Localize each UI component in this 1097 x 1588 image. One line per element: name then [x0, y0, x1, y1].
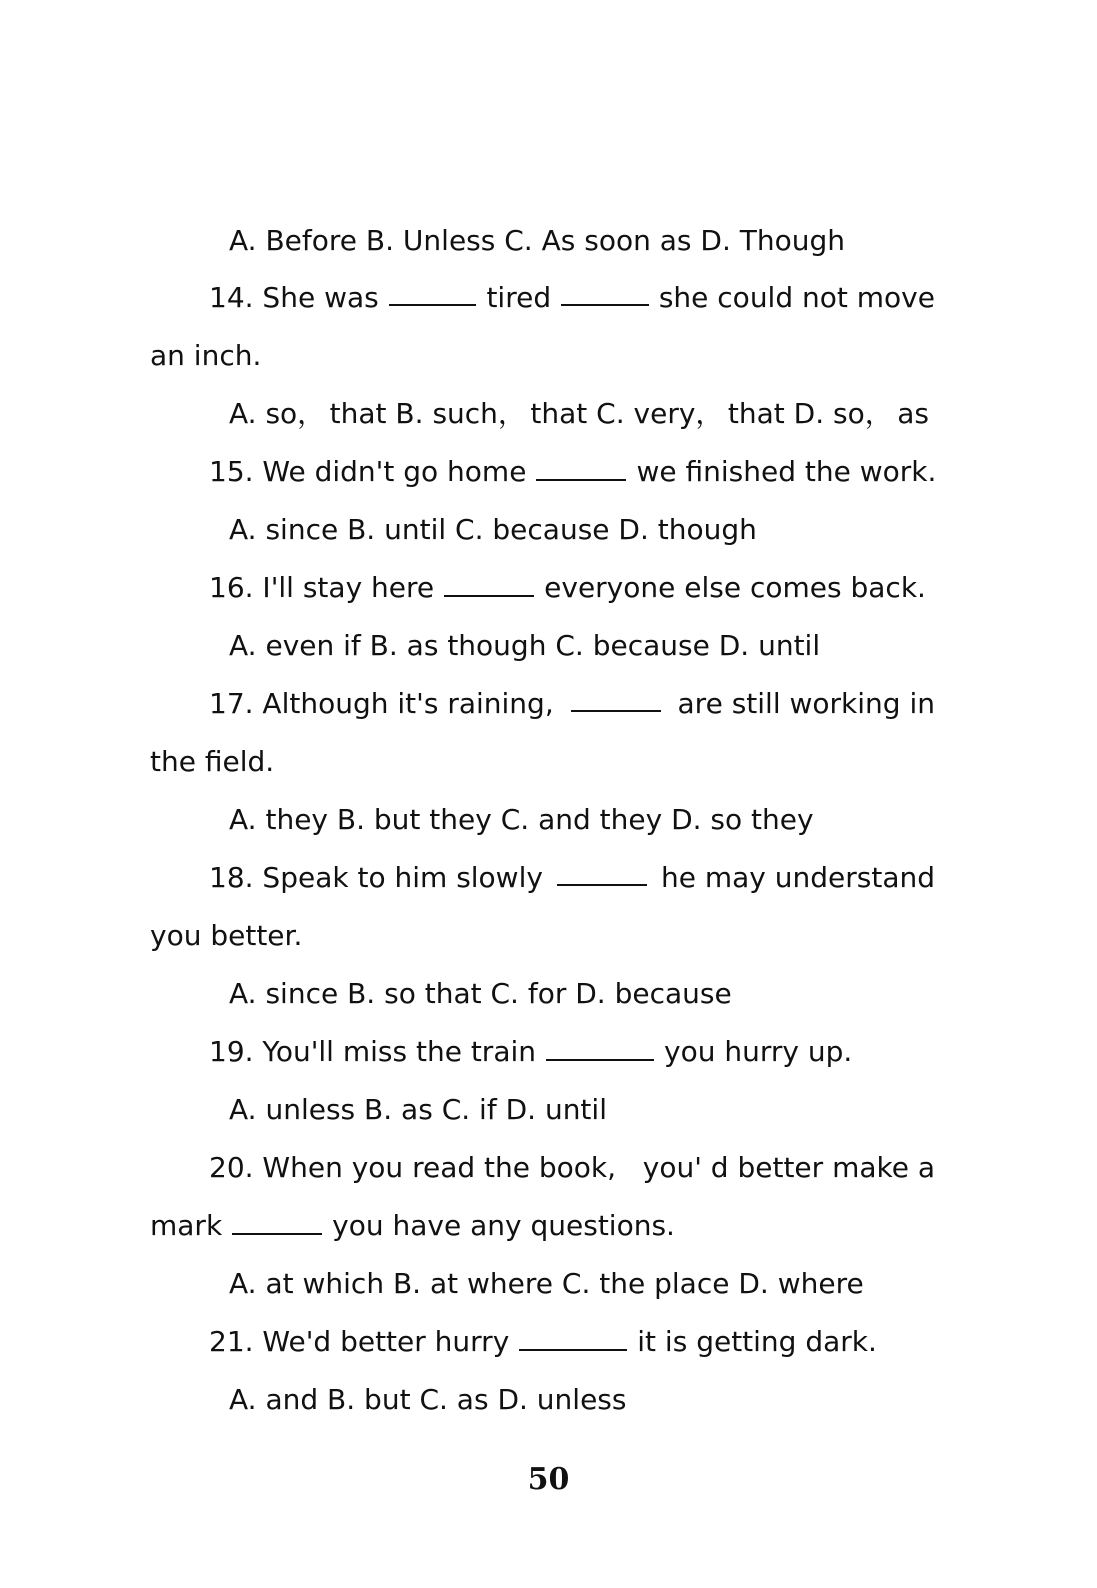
q18-continuation: you better. — [150, 919, 303, 952]
q14-option-3: that C. very， — [530, 397, 724, 430]
q20-text-b: you' d better make a — [642, 1151, 935, 1184]
q20-continuation — [150, 1206, 675, 1246]
q15-text-a: 15. We didn't go home — [209, 455, 527, 488]
q18-stem — [209, 858, 935, 898]
q14-option-4: that D. so， — [727, 397, 893, 430]
q19-text-b: you hurry up. — [664, 1035, 853, 1068]
q14-continuation: an inch. — [150, 339, 262, 372]
q17-text-b: are still working in — [677, 687, 935, 720]
q14-option-2: that B. such， — [329, 397, 526, 430]
q19-options: A. unless B. as C. if D. until — [229, 1093, 607, 1126]
q15-options: A. since B. until C. because D. though — [229, 513, 757, 546]
q14-options — [229, 394, 929, 434]
q19-blank — [546, 1033, 654, 1061]
q16-options: A. even if B. as though C. because D. until — [229, 629, 821, 662]
q14-text-b: tired — [486, 281, 552, 314]
q16-text-a: 16. I'll stay here — [209, 571, 435, 604]
q20-options: A. at which B. at where C. the place D. where — [229, 1267, 864, 1300]
q14-blank-2 — [561, 278, 649, 306]
q20-blank — [232, 1207, 322, 1235]
q15-text-b: we finished the work. — [636, 455, 937, 488]
q14-blank-1 — [389, 278, 477, 306]
q16-stem — [209, 568, 926, 608]
q17-options: A. they B. but they C. and they D. so they — [229, 803, 814, 836]
q15-blank — [536, 453, 626, 481]
q14-text-c: she could not move — [658, 281, 935, 314]
q20-text-a: 20. When you read the book, — [209, 1151, 617, 1184]
q19-stem — [209, 1032, 852, 1072]
q21-stem — [209, 1322, 877, 1362]
q17-blank — [571, 684, 661, 712]
q20-cont-text-a: mark — [150, 1209, 223, 1242]
q21-text-a: 21. We'd better hurry — [209, 1325, 510, 1358]
q18-text-a: 18. Speak to him slowly — [209, 861, 543, 894]
q18-options: A. since B. so that C. for D. because — [229, 977, 732, 1010]
q17-continuation: the field. — [150, 745, 275, 778]
q16-text-b: everyone else comes back. — [544, 571, 926, 604]
page-number: 50 — [527, 1462, 570, 1497]
q21-blank — [519, 1323, 627, 1351]
q18-text-b: he may understand — [660, 861, 935, 894]
q14-option-5: as — [897, 397, 929, 430]
q20-cont-text-b: you have any questions. — [332, 1209, 675, 1242]
q14-option-1: A. so， — [229, 397, 326, 430]
q21-options: A. and B. but C. as D. unless — [229, 1383, 627, 1416]
q14-text-a: 14. She was — [209, 281, 379, 314]
q14-stem — [209, 278, 935, 318]
q18-blank — [557, 858, 647, 886]
q17-stem — [209, 684, 935, 724]
q17-text-a: 17. Although it's raining, — [209, 687, 554, 720]
q16-blank — [444, 569, 534, 597]
q13-options: A. Before B. Unless C. As soon as D. Though — [229, 224, 845, 257]
q21-text-b: it is getting dark. — [637, 1325, 877, 1358]
q19-text-a: 19. You'll miss the train — [209, 1035, 537, 1068]
q15-stem — [209, 452, 936, 492]
q20-stem — [209, 1148, 935, 1188]
